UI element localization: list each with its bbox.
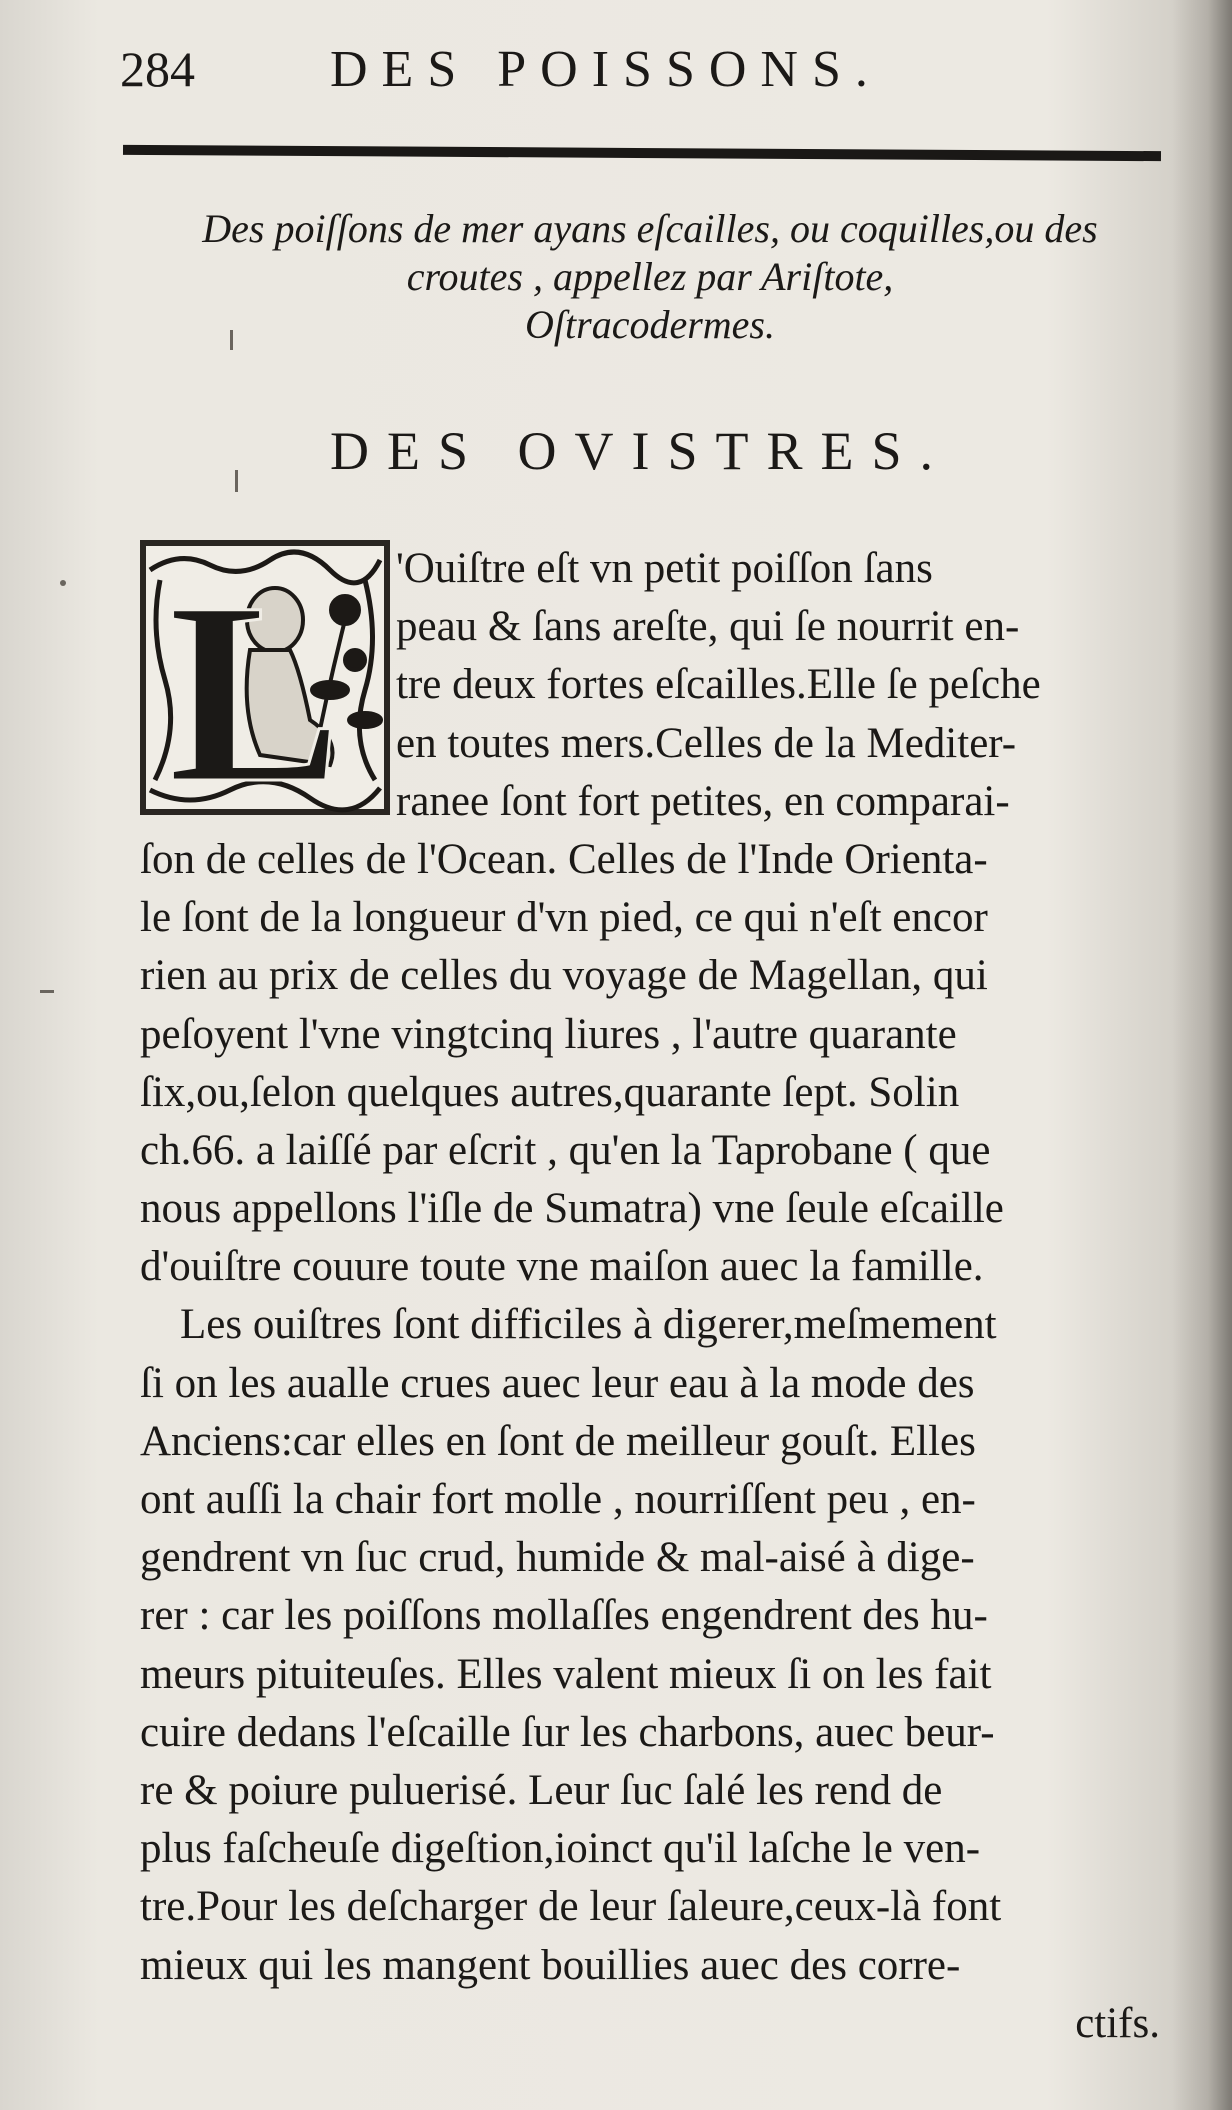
- text-line: meurs pituiteuſes. Elles valent mieux ſi on les fait: [140, 1650, 992, 1698]
- text-line: le ſont de la longueur d'vn pied, ce qui n'eſt encor: [140, 894, 988, 942]
- text-line: ranee ſont fort petites, en comparai-: [396, 777, 1010, 825]
- ink-speck: [230, 330, 233, 350]
- text-line: mieux qui les mangent bouillies auec des corre-: [140, 1941, 961, 1989]
- text-line: tre.Pour les deſcharger de leur ſaleure,ceux-là font: [140, 1883, 1002, 1931]
- text-line: ch.66. a laiſſé par eſcrit , qu'en la Taprobane ( que: [140, 1126, 991, 1174]
- text-line: ſi on les aualle crues auec leur eau à la mode des: [140, 1359, 975, 1407]
- running-head: DES POISSONS.: [330, 41, 882, 98]
- text-line: 'Ouiſtre eſt vn petit poiſſon ſans: [396, 545, 933, 592]
- subtitle-line: croutes , appellez par Ariſtote,: [406, 254, 894, 299]
- subtitle-line: Oſtracodermes.: [525, 302, 775, 347]
- text-line: en toutes mers.Celles de la Mediter-: [396, 719, 1017, 767]
- ink-speck: [40, 990, 54, 993]
- text-line: ſix,ou,ſelon quelques autres,quarante ſept. Solin: [140, 1068, 960, 1116]
- text-line: nous appellons l'iſle de Sumatra) vne ſeule eſcaille: [140, 1185, 1004, 1233]
- text-line: d'ouiſtre couure toute vne maiſon auec la famille.: [140, 1243, 984, 1291]
- page-gutter-shadow: [1172, 0, 1232, 2110]
- ink-speck: [60, 580, 66, 586]
- text-line: Les ouiſtres ſont difficiles à digerer,meſmement: [180, 1301, 997, 1349]
- text-line: re & poiure puluerisé. Leur ſuc ſalé les rend de: [140, 1766, 943, 1814]
- text-line: peau & ſans areſte, qui ſe nourrit en-: [396, 603, 1020, 651]
- text-line: ont auſſi la chair fort molle , nourriſſent peu , en-: [140, 1476, 976, 1523]
- text-line: Anciens:car elles en ſont de meilleur gouſt. Elles: [140, 1417, 976, 1465]
- dropcap-letter: L: [168, 549, 342, 815]
- text-line: tre deux fortes eſcailles.Elle ſe peſche: [396, 661, 1041, 709]
- section-title: DES OVISTRES.: [330, 421, 952, 481]
- page-number: 284: [120, 41, 195, 97]
- text-line: rien au prix de celles du voyage de Magellan, qui: [140, 952, 988, 1000]
- page-header: [120, 40, 1000, 100]
- subtitle-line: Des poiſſons de mer ayans eſcailles, ou coquilles,ou des: [202, 206, 1098, 251]
- text-line: ſon de celles de l'Ocean. Celles de l'Inde Orienta-: [140, 835, 988, 883]
- text-line: gendrent vn ſuc crud, humide & mal-aisé à dige-: [140, 1534, 975, 1582]
- text-line: ctifs.: [1075, 1999, 1160, 2047]
- chapter-subtitle: [140, 205, 1160, 349]
- header-rule: [123, 145, 1161, 161]
- text-line: peſoyent l'vne vingtcinq liures , l'autre quarante: [140, 1010, 957, 1058]
- text-line: plus faſcheuſe digeſtion,ioinct qu'il laſche le ven-: [140, 1825, 981, 1873]
- ink-speck: [235, 470, 238, 492]
- body-text: [140, 540, 1180, 2053]
- text-line: cuire dedans l'eſcaille ſur les charbons, auec beur-: [140, 1708, 995, 1756]
- text-line: rer : car les poiſſons mollaſſes engendrent des hu-: [140, 1592, 988, 1640]
